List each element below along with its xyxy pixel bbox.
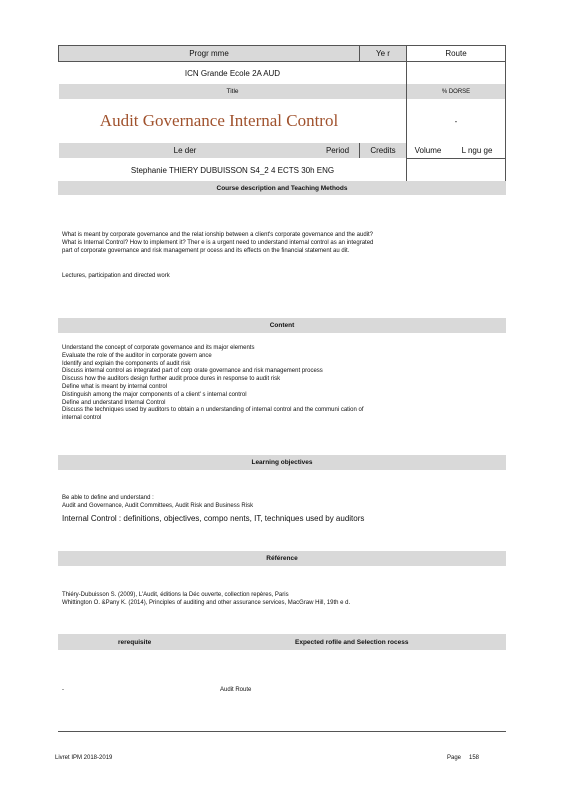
learning-objectives-heading: Learning objectives (58, 455, 506, 470)
volume-label: Volume (414, 146, 442, 155)
title-label: Title (59, 84, 406, 99)
table-border-right (505, 45, 506, 181)
prerequisite-value: - (62, 687, 64, 693)
programme-label: Progr mme (59, 46, 359, 61)
footer-left: Livret IPM 2018-2019 (55, 755, 113, 761)
reference-line: Thiéry-Dubuisson S. (2009), L'Audit, éditions la Déc ouverte, collection repères, Paris (62, 592, 289, 598)
content-line: Identify and explain the components of audit risk (62, 360, 191, 367)
expected-profile-value: Audit Route (220, 687, 252, 693)
language-label: L ngu ge (461, 146, 493, 155)
route-label: Route (445, 49, 467, 58)
content-line: Distinguish among the major components of a client' s internal control (62, 391, 247, 398)
teaching-methods: Lectures, participation and directed work (62, 273, 170, 279)
year-label: Ye r (360, 46, 406, 61)
content-line: Discuss how the auditors design further audit proce dures in response to audit risk (62, 376, 281, 383)
content-list (62, 345, 364, 423)
course-description-heading: Course description and Teaching Methods (58, 181, 506, 195)
row-line-5 (406, 158, 506, 159)
course-description-text (62, 232, 373, 255)
leader-label: Le der (173, 146, 197, 155)
content-line: Discuss the techniques used by auditors to obtain a n understanding of internal control and the communi cation of (62, 407, 364, 414)
course-code-label: % DORSE (407, 84, 505, 99)
objective-line-large: Internal Control : definitions, objectives, compo nents, IT, techniques used by auditors (62, 514, 365, 523)
reference-list (62, 592, 350, 608)
content-line: internal control (62, 415, 102, 422)
course-code-value: - (454, 116, 458, 126)
description-line: What is Internal Control? How to implement it? Ther e is a urgent need to understand internal control as an integrated (62, 239, 374, 246)
learning-objectives-text (62, 495, 253, 511)
programme-value: ICN Grande Ecole 2A AUD (184, 68, 281, 78)
credits-label: Credits (370, 146, 396, 155)
prerequisite-heading: rerequisite (118, 638, 152, 646)
leader-row-values: Stephanie THIERY DUBUISSON S4_2 4 ECTS 30h ENG (130, 165, 335, 175)
course-title: Audit Governance Internal Control (99, 111, 339, 130)
objective-line: Be able to define and understand : (62, 495, 154, 501)
content-line: Evaluate the role of the auditor in corporate govern ance (62, 352, 212, 359)
footer-divider (58, 731, 506, 732)
prerequisite-heading-bar (58, 634, 506, 650)
description-line: What is meant by corporate governance and the relat ionship between a client's corporate governance and the audit? (62, 232, 374, 238)
footer-page-label: Page (447, 755, 462, 761)
footer-page-number: 158 (469, 755, 480, 761)
objective-line: Audit and Governance, Audit Committees, Audit Risk and Business Risk (62, 502, 254, 509)
period-label: Period (325, 146, 350, 155)
content-line: Define and understand Internal Control (62, 399, 166, 406)
reference-heading: Référence (58, 551, 506, 566)
content-line: Discuss internal control as integrated part of corp orate governance and risk management process (62, 368, 323, 375)
expected-profile-heading: Expected rofile and Selection rocess (295, 638, 409, 646)
description-line: part of corporate governance and risk management pr ocess and its effects on the financial statement au dit. (62, 247, 350, 254)
content-line: Define what is meant by internal control (62, 383, 168, 390)
reference-line: Whittington O. &Pany K. (2014), Principles of auditing and other assurance services, MacGraw Hill, 19th e d. (62, 599, 351, 606)
content-heading: Content (58, 318, 506, 333)
content-line: Understand the concept of corporate governance and its major elements (62, 345, 255, 351)
